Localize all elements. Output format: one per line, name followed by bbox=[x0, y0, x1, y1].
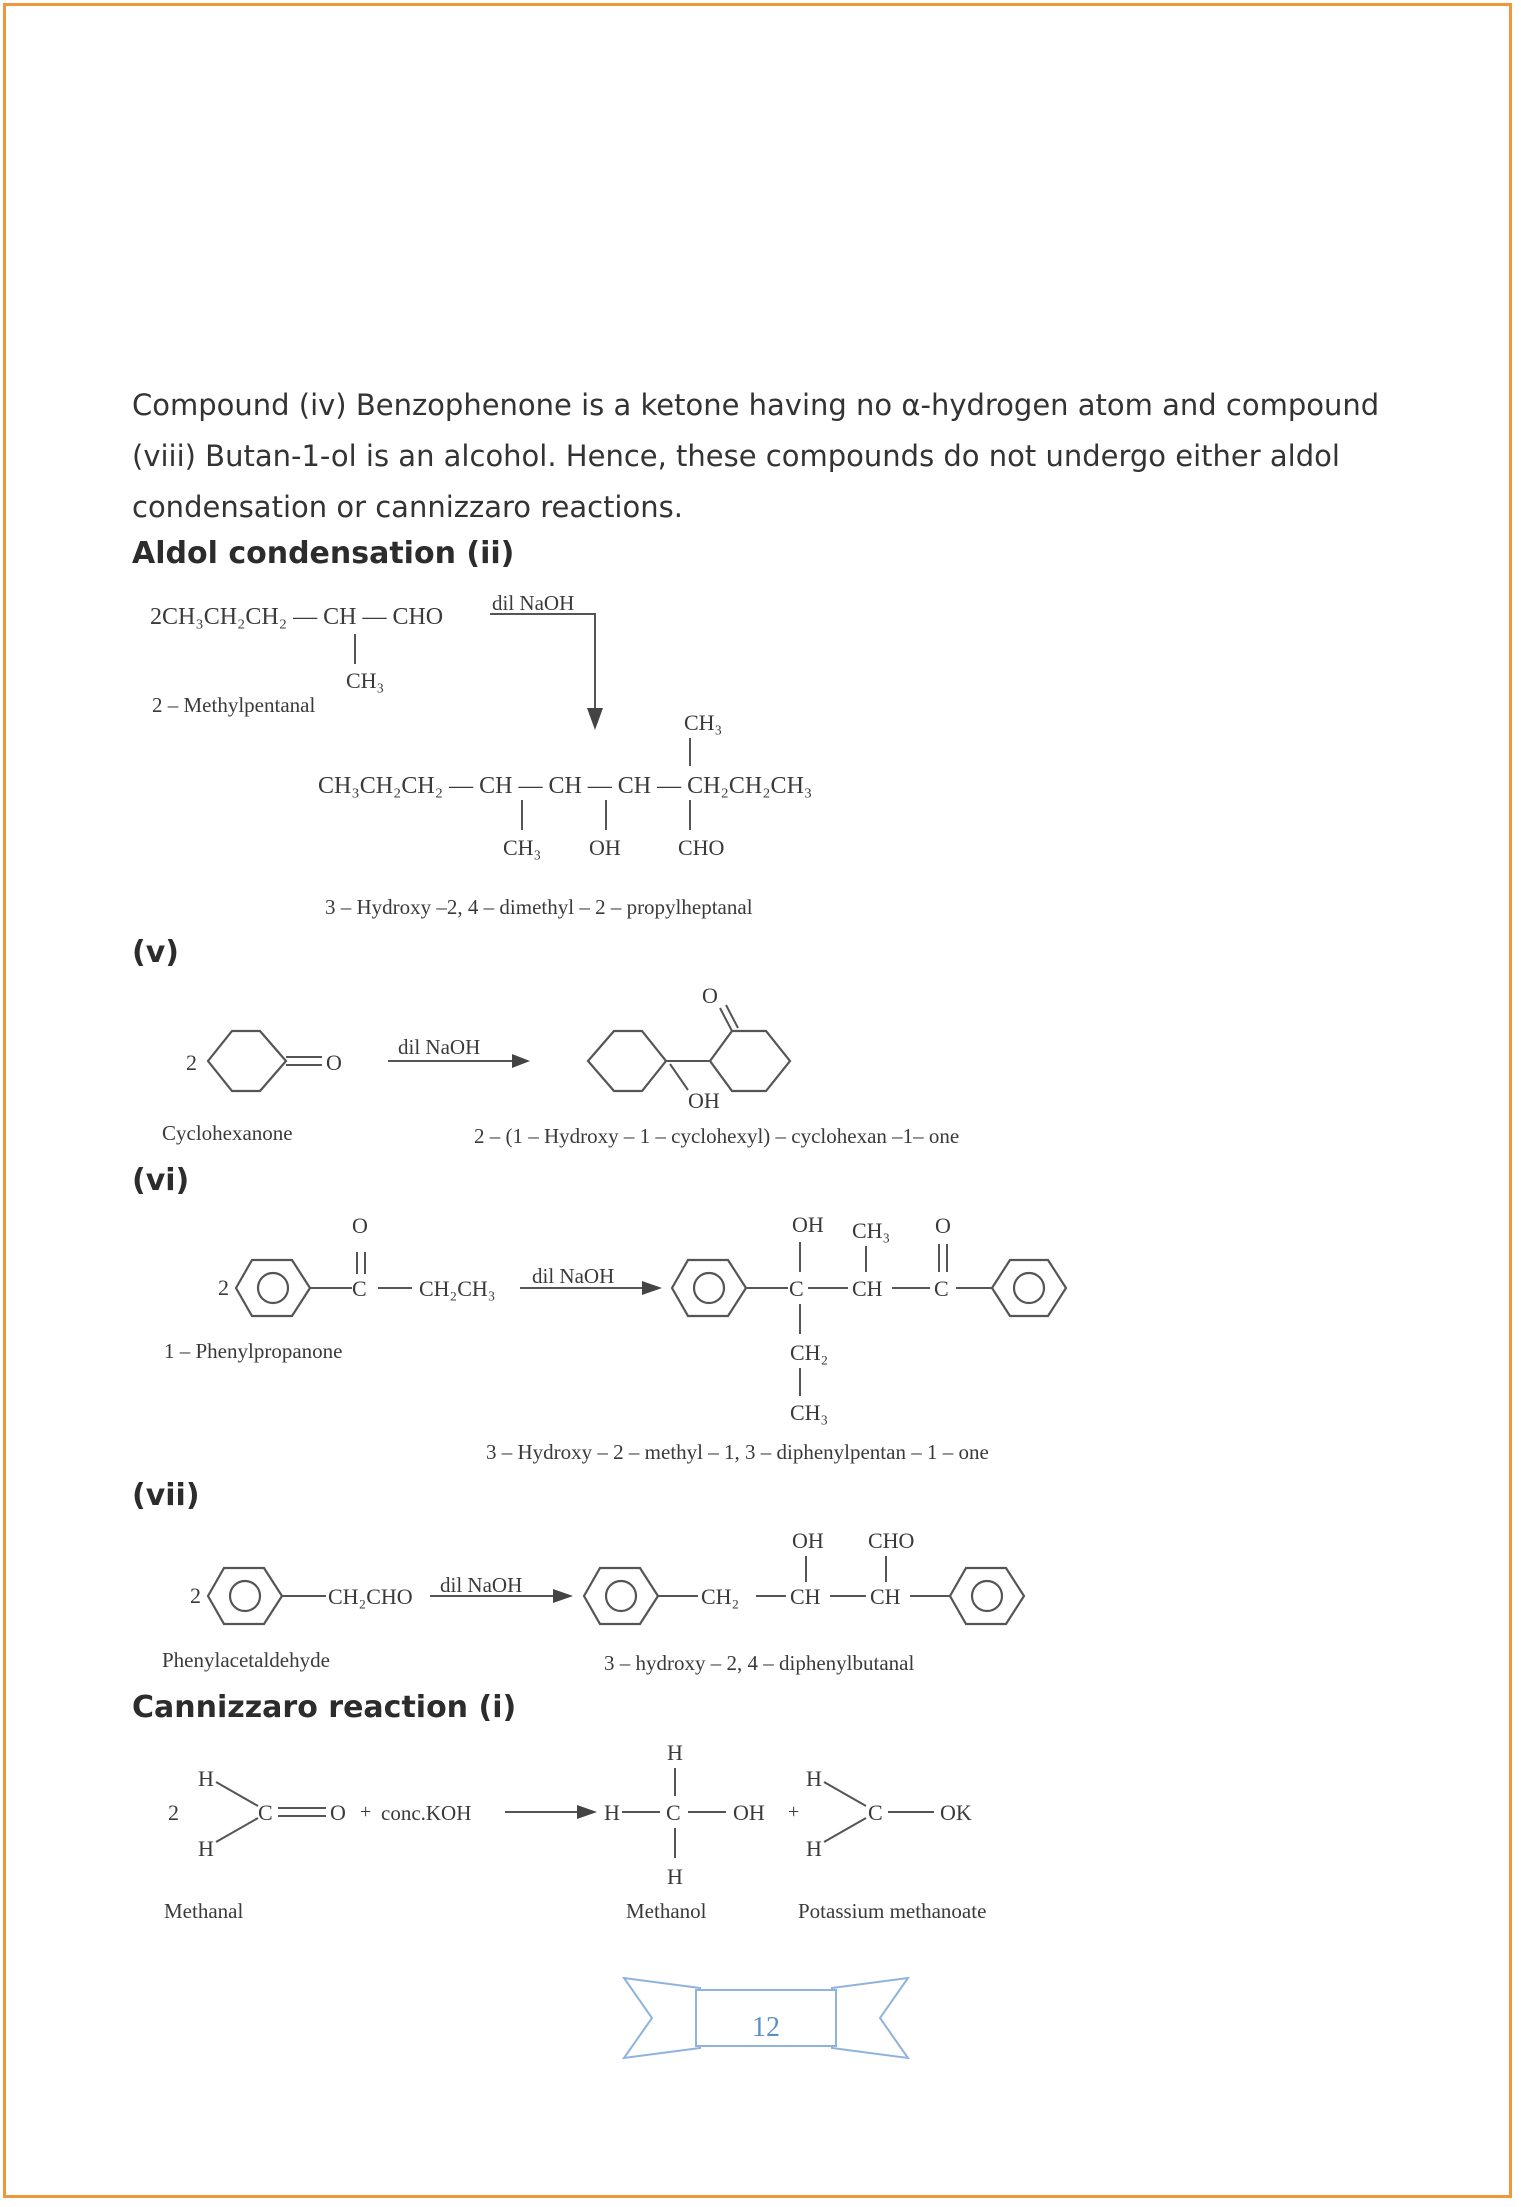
rxn-vi-coef: 2 bbox=[218, 1275, 229, 1300]
cyclohexanone-ring bbox=[208, 1031, 286, 1091]
rxn-vi-reactant-name: 1 – Phenylpropanone bbox=[164, 1339, 343, 1363]
product-ring-left bbox=[588, 1031, 666, 1091]
rxn-vii-reagent: dil NaOH bbox=[440, 1573, 523, 1597]
ribbon-right bbox=[832, 1978, 908, 2058]
rxn-vi-product-name: 3 – Hydroxy – 2 – methyl – 1, 3 – diphenylpentan – 1 – one bbox=[486, 1440, 989, 1464]
benzene-ring-5 bbox=[584, 1568, 658, 1624]
product-oh-bond bbox=[670, 1064, 688, 1090]
rxn-i-arrowhead bbox=[577, 1805, 597, 1819]
rxn-vi-carbonyl-o: O bbox=[352, 1213, 368, 1238]
rxn-i-ok: OK bbox=[940, 1800, 972, 1825]
rxn-v-reagent: dil NaOH bbox=[398, 1035, 481, 1059]
rxn-i-h2: H bbox=[198, 1836, 214, 1861]
rxn-v-arrowhead bbox=[512, 1054, 530, 1068]
rxn-i-h-bottom: H bbox=[667, 1864, 683, 1889]
rxn-i-h3: H bbox=[806, 1766, 822, 1791]
rxn-ii-sub-2: OH bbox=[589, 835, 621, 860]
rxn-vi-p-o: O bbox=[935, 1213, 951, 1238]
rxn-vi-p-c2: C bbox=[934, 1276, 949, 1301]
rxn-i-eq-o: O bbox=[330, 1800, 346, 1825]
rxn-i-c3: C bbox=[868, 1800, 883, 1825]
rxn-i-oh: OH bbox=[733, 1800, 765, 1825]
rxn-vii-p-ch2b: CH bbox=[870, 1584, 901, 1609]
heading-aldol: Aldol condensation (ii) bbox=[132, 536, 515, 571]
rxn-vii-coef: 2 bbox=[190, 1583, 201, 1608]
rxn-i-h4: H bbox=[806, 1836, 822, 1861]
rxn-ii-product-name: 3 – Hydroxy –2, 4 – dimethyl – 2 – propylheptanal bbox=[325, 895, 753, 919]
heading-v: (v) bbox=[132, 935, 179, 970]
rxn-ii-arrowhead bbox=[587, 708, 603, 730]
benzene-ring-3 bbox=[992, 1260, 1066, 1316]
benzene-circle-6 bbox=[972, 1581, 1002, 1611]
page-number-ribbon bbox=[624, 1978, 908, 2058]
rxn-i-plus-2: + bbox=[788, 1801, 800, 1823]
benzene-ring-6 bbox=[950, 1568, 1024, 1624]
intro-paragraph: Compound (iv) Benzophenone is a ketone having no α-hydrogen atom and compound (viii) Butan-1-ol is an alcohol. Hence, these compounds do not undergo either aldol condensation or cannizzaro reactions. bbox=[132, 388, 1380, 524]
rxn-vii-p-oh: OH bbox=[792, 1528, 824, 1553]
rxn-v-reactant-name: Cyclohexanone bbox=[162, 1121, 293, 1145]
rxn-v-product-name: 2 – (1 – Hydroxy – 1 – cyclohexyl) – cyclohexan –1– one bbox=[474, 1124, 960, 1148]
rxn-i-coef: 2 bbox=[168, 1800, 179, 1825]
ribbon-left bbox=[624, 1978, 700, 2058]
rxn-v-product-oh: OH bbox=[688, 1088, 720, 1113]
rxn-i-name-1: Methanal bbox=[164, 1899, 244, 1923]
benzene-circle-5 bbox=[606, 1581, 636, 1611]
benzene-ring-1 bbox=[236, 1260, 310, 1316]
rxn-i-reagent: conc.KOH bbox=[381, 1801, 472, 1825]
rxn-ii-reactant: 2CH₃CH₂CH₂ — CH — CHO bbox=[150, 604, 444, 630]
rxn-i-ch-bond-2 bbox=[216, 1818, 258, 1842]
benzene-ring-4 bbox=[208, 1568, 282, 1624]
reaction-i bbox=[164, 1740, 986, 1923]
rxn-vi-p-ch3-bottom: CH₃ bbox=[790, 1400, 829, 1425]
rxn-ii-reactant-branch: CH₃ bbox=[346, 668, 385, 693]
reaction-vii bbox=[162, 1528, 1024, 1675]
heading-vii: (vii) bbox=[132, 1478, 200, 1513]
rxn-i-c1: C bbox=[258, 1800, 273, 1825]
rxn-vi-p-ch: CH bbox=[852, 1276, 883, 1301]
rxn-vii-group: CH₂CHO bbox=[328, 1584, 413, 1609]
rxn-vi-p-c1: C bbox=[789, 1276, 804, 1301]
rxn-vi-arrowhead bbox=[642, 1281, 662, 1295]
rxn-vii-arrowhead bbox=[553, 1589, 573, 1603]
rxn-i-c2: C bbox=[666, 1800, 681, 1825]
rxn-i-h1: H bbox=[198, 1766, 214, 1791]
rxn-i-formate-bond-1 bbox=[824, 1782, 866, 1806]
rxn-i-ch-bond-1 bbox=[216, 1782, 258, 1806]
benzene-ring-2 bbox=[672, 1260, 746, 1316]
rxn-vii-p-ch2: CH₂ bbox=[701, 1584, 740, 1609]
rxn-vi-reagent: dil NaOH bbox=[532, 1264, 615, 1288]
page-number: 12 bbox=[752, 2012, 780, 2043]
rxn-vi-carbon: C bbox=[352, 1276, 367, 1301]
rxn-ii-arrow bbox=[490, 614, 595, 710]
rxn-ii-reagent: dil NaOH bbox=[492, 591, 575, 615]
benzene-circle-3 bbox=[1014, 1273, 1044, 1303]
rxn-vii-product-name: 3 – hydroxy – 2, 4 – diphenylbutanal bbox=[604, 1651, 915, 1675]
product-ring-right bbox=[710, 1031, 790, 1091]
rxn-ii-product-top-branch: CH₃ bbox=[684, 710, 723, 735]
rxn-v-product-oxygen: O bbox=[702, 983, 718, 1008]
heading-cannizzaro: Cannizzaro reaction (i) bbox=[132, 1690, 517, 1725]
rxn-ii-sub-3: CHO bbox=[678, 835, 725, 860]
rxn-i-h-left: H bbox=[604, 1800, 620, 1825]
heading-vi: (vi) bbox=[132, 1163, 190, 1198]
benzene-circle-1 bbox=[258, 1273, 288, 1303]
reaction-vi bbox=[164, 1212, 1066, 1464]
rxn-ii-product-chain: CH₃CH₂CH₂ — CH — CH — CH — CH₂CH₂CH₃ bbox=[318, 773, 813, 799]
rxn-i-name-2: Methanol bbox=[626, 1899, 707, 1923]
reaction-v bbox=[162, 983, 959, 1148]
rxn-ii-sub-1: CH₃ bbox=[503, 835, 542, 860]
rxn-vi-p-oh: OH bbox=[792, 1212, 824, 1237]
rxn-vii-p-ch1: CH bbox=[790, 1584, 821, 1609]
rxn-i-name-3: Potassium methanoate bbox=[798, 1899, 987, 1923]
benzene-circle-2 bbox=[694, 1273, 724, 1303]
benzene-circle-4 bbox=[230, 1581, 260, 1611]
rxn-vii-reactant-name: Phenylacetaldehyde bbox=[162, 1648, 330, 1672]
rxn-vi-p-ch2: CH₂ bbox=[790, 1340, 829, 1365]
rxn-vi-p-ch3: CH₃ bbox=[852, 1218, 891, 1243]
rxn-i-plus-1: + bbox=[360, 1801, 372, 1823]
rxn-i-formate-bond-2 bbox=[824, 1818, 866, 1842]
rxn-vi-ethyl: CH₂CH₃ bbox=[419, 1276, 496, 1301]
rxn-v-coef: 2 bbox=[186, 1050, 197, 1075]
rxn-v-oxygen: O bbox=[326, 1050, 342, 1075]
rxn-ii-reactant-name: 2 – Methylpentanal bbox=[152, 693, 316, 717]
rxn-vii-p-cho: CHO bbox=[868, 1528, 915, 1553]
rxn-i-h-top: H bbox=[667, 1740, 683, 1765]
reaction-ii bbox=[150, 591, 812, 919]
